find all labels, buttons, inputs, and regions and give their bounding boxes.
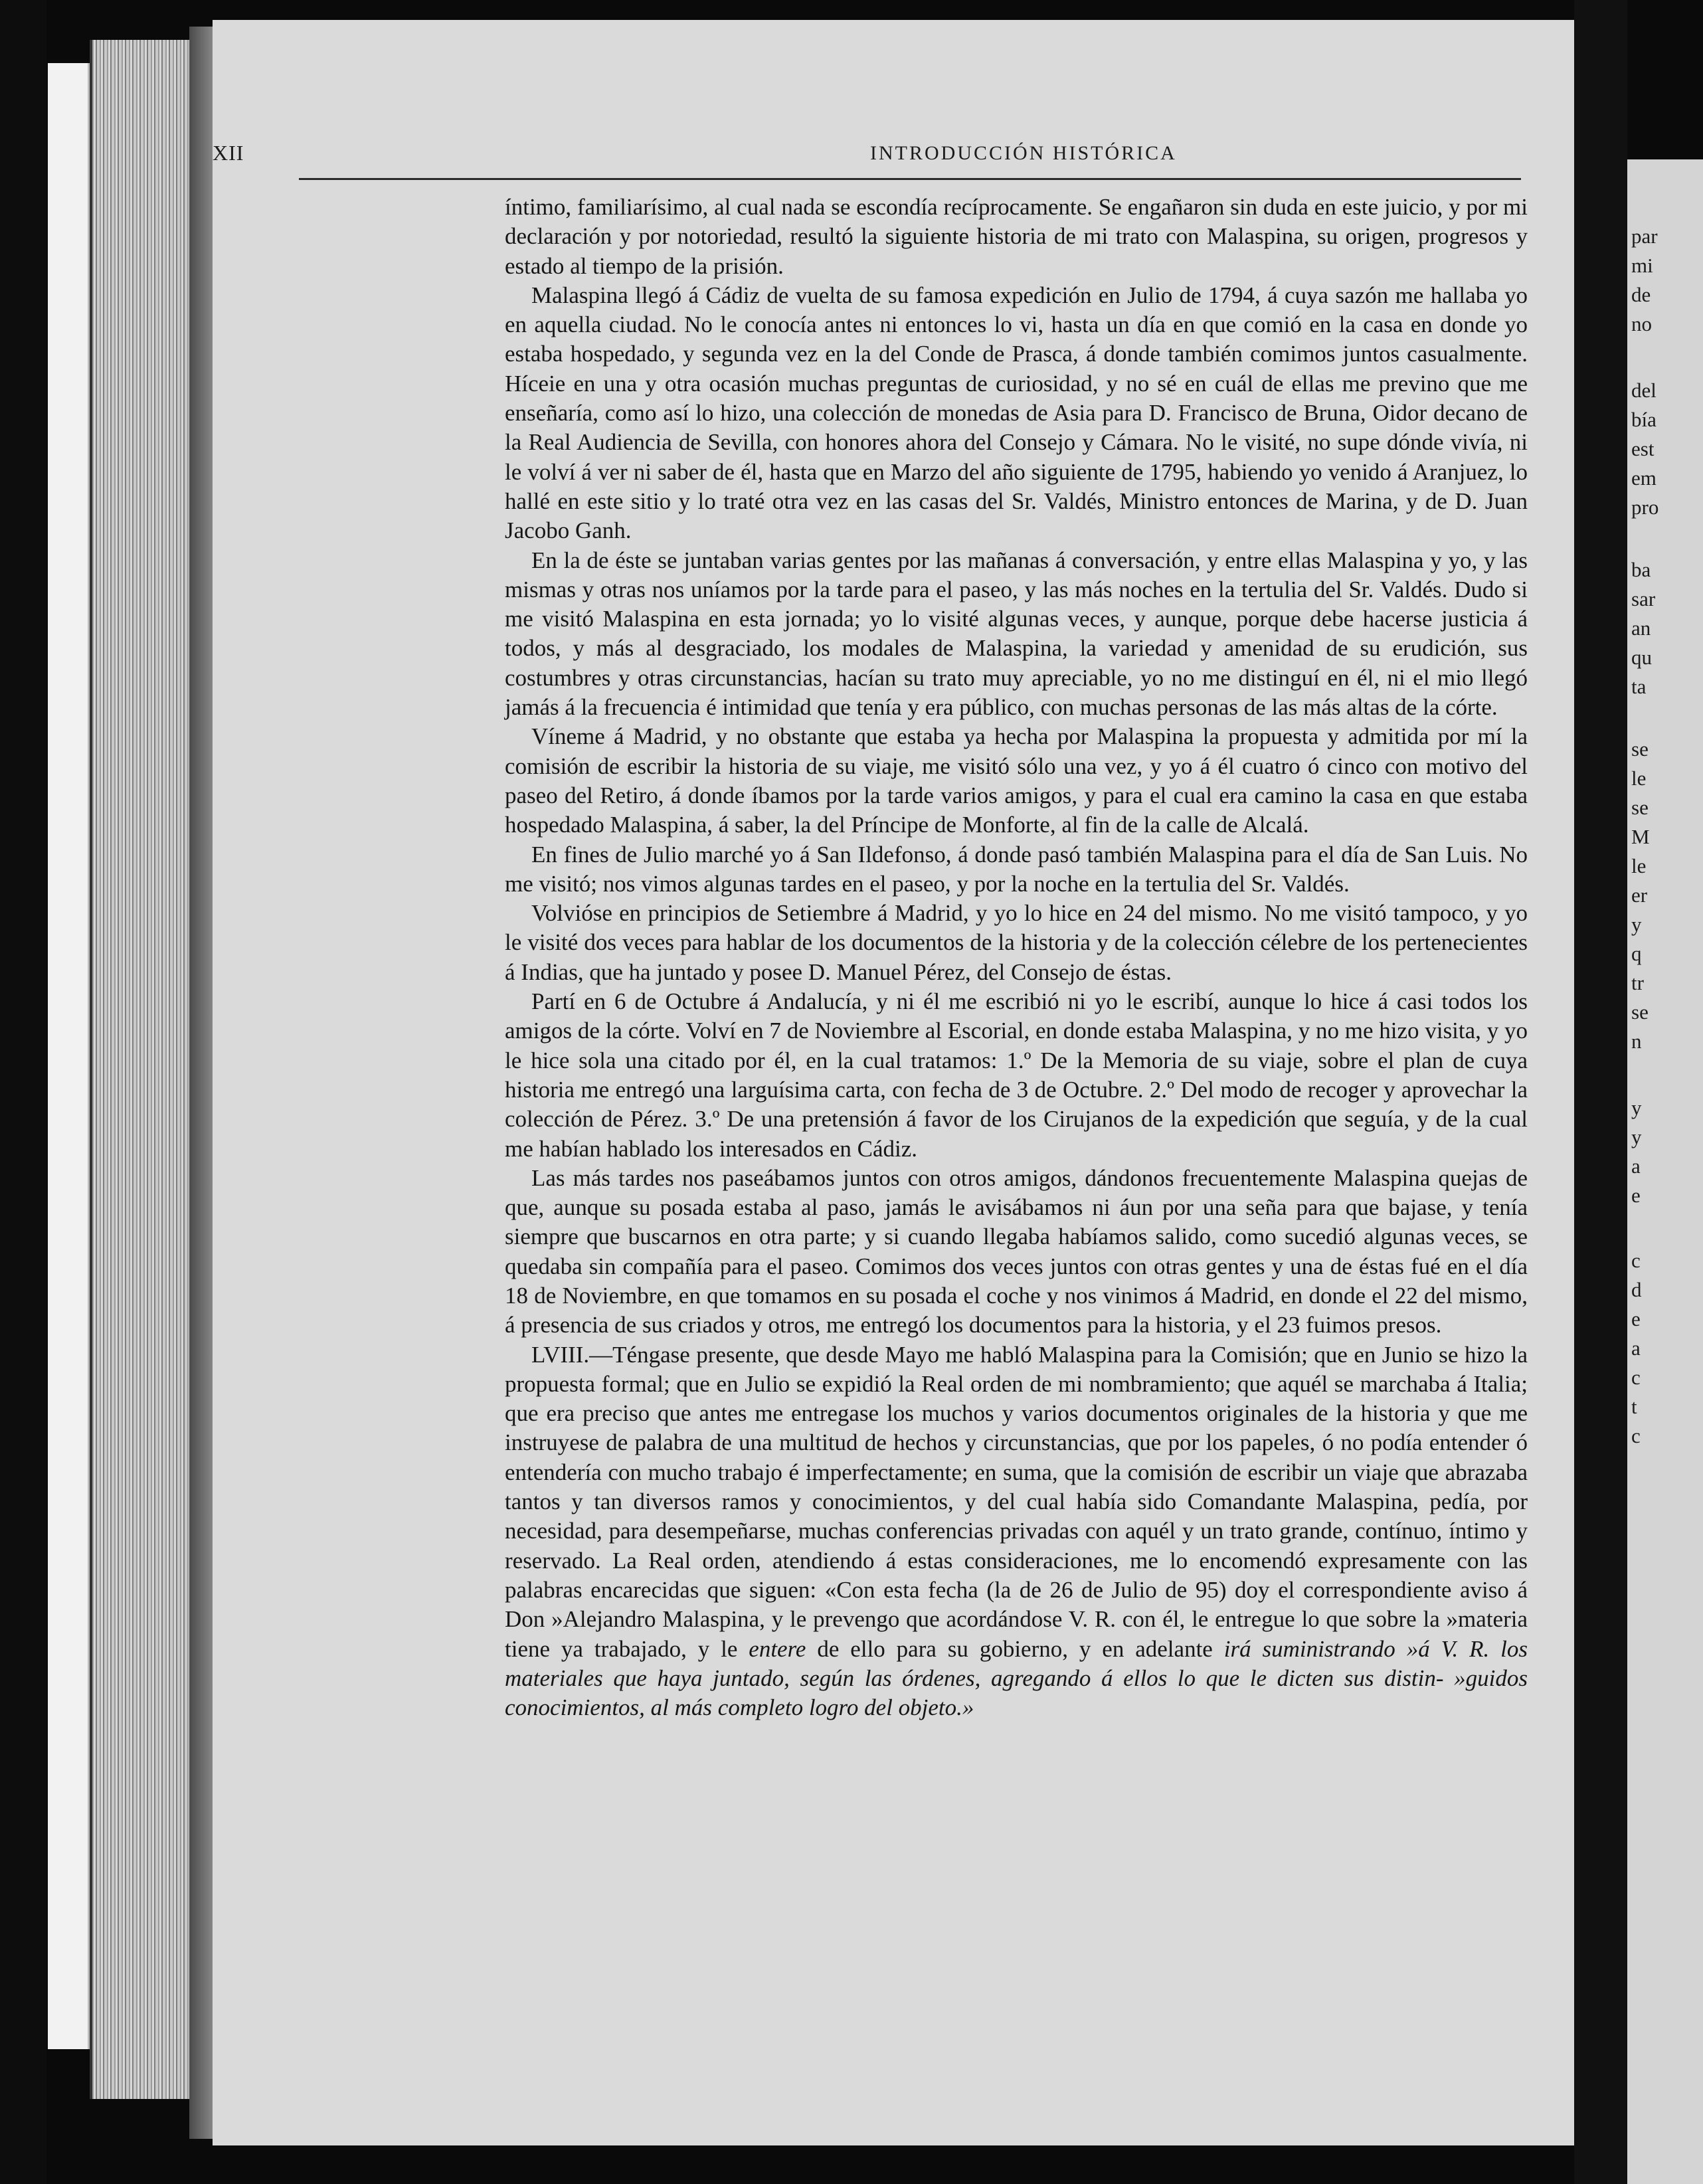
adjacent-page-fragment: d bbox=[1631, 1278, 1642, 1301]
adjacent-page-fragment: q bbox=[1631, 942, 1642, 965]
adjacent-page-fragment: e bbox=[1631, 1184, 1641, 1207]
adjacent-page-fragment: er bbox=[1631, 883, 1648, 907]
adjacent-page-fragment: no bbox=[1631, 312, 1652, 335]
adjacent-page-edge bbox=[1627, 159, 1703, 2184]
adjacent-page-fragment: y bbox=[1631, 913, 1642, 936]
paragraph-lviii bbox=[505, 1340, 1528, 1723]
adjacent-page-fragment: tr bbox=[1631, 971, 1644, 994]
adjacent-page-fragment: a bbox=[1631, 1336, 1641, 1360]
adjacent-page-fragment: t bbox=[1631, 1395, 1637, 1418]
adjacent-page-fragment: mi bbox=[1631, 254, 1653, 277]
adjacent-page-fragment: del bbox=[1631, 379, 1657, 402]
adjacent-page-fragment: e bbox=[1631, 1307, 1641, 1330]
adjacent-page-fragment: M bbox=[1631, 825, 1650, 848]
adjacent-page-fragment: est bbox=[1631, 437, 1655, 460]
adjacent-page-fragment: sar bbox=[1631, 587, 1656, 610]
running-title: INTRODUCCIÓN HISTÓRICA bbox=[870, 142, 1177, 164]
adjacent-page-fragment: qu bbox=[1631, 646, 1652, 669]
quote-roman-text: de ello para su gobierno, y en adelante bbox=[806, 1635, 1224, 1662]
adjacent-page-fragment: n bbox=[1631, 1030, 1642, 1053]
paragraph: Partí en 6 de Octubre á Andalucía, y ni él me escribió ni yo le escribí, aunque lo hice á casi todos los amigos de la córte. Volví en 7 de Noviembre al Escorial, en donde estaba Malaspina, y no me hizo visita, y yo le hice sola una citado por él, en la cual tratamos: 1.º De la Memoria de su viaje, sobre el plan de cuya historia me entregó una larguísima carta, con fecha de 3 de Octubre. 2.º Del modo de recoger y aprovechar la colección de Pérez. 3.º De una pretensión á favor de los Cirujanos de la expedición que seguía, y de la cual me habían hablado los interesados en Cádiz. bbox=[505, 988, 1528, 1162]
body-text bbox=[505, 193, 1528, 1722]
adjacent-page-fragment: ba bbox=[1631, 558, 1651, 581]
adjacent-page-fragment: de bbox=[1631, 283, 1651, 306]
paragraph: En fines de Julio marché yo á San Ildefonso, á donde pasó también Malaspina para el día de San Luis. No me visitó; nos vimos algunas tardes en el paseo, y por la noche en la tertulia del Sr. Valdés. bbox=[505, 841, 1528, 897]
adjacent-page-fragment: pro bbox=[1631, 496, 1659, 519]
adjacent-page-fragment: c bbox=[1631, 1424, 1641, 1447]
adjacent-page-fragment: em bbox=[1631, 466, 1657, 490]
paragraph: íntimo, familiarísimo, al cual nada se escondía recíprocamente. Se engañaron sin duda en este juicio, y por mi declaración y por notoriedad, resultó la siguiente historia de mi trato con Malaspina, su origen, progresos y estado al tiempo de la prisión. bbox=[505, 194, 1528, 279]
adjacent-page-fragment: se bbox=[1631, 1000, 1649, 1024]
quote-italic-word: entere bbox=[749, 1635, 806, 1662]
paragraph-lviii-text: LVIII.—Téngase presente, que desde Mayo me habló Malaspina para la Comisión; que en Junio se hizo la propuesta formal; que en Julio se expidió la Real orden de mi nombramiento; que aquél se marchaba á Italia; que era preciso que antes me entregase los muchos y varios documentos originales de la historia y que me instruyese de palabra de una multitud de hechos y circunstancias, que por los papeles, ó no podía entender ó entendería con mucho trabajo é imperfectamente; en suma, que la comisión de escribir un viaje que abrazaba tantos y tan diversos ramos y conocimientos, y del cual había sido Comandante Malaspina, pedía, por necesidad, para desempeñarse, muchas conferencias privadas con aquél y un trato grande, contínuo, íntimo y reservado. La Real orden, atendiendo á estas consideraciones, me lo encomendó expresamente con las palabras encarecidas que siguen: «Con esta fecha (la de 26 de Julio de 95) doy el correspondiente aviso á Don »Alejandro Malaspina, y le prevengo que acordándose V. R. con él, le entregue lo que sobre la »materia tiene ya trabajado, y le bbox=[505, 1341, 1528, 1662]
paragraph: Volvióse en principios de Setiembre á Madrid, y yo lo hice en 24 del mismo. No me visitó tampoco, y yo le visité dos veces para hablar de los documentos de la historia y de la colección célebre de los pertenecientes á Indias, que ha juntado y posee D. Manuel Pérez, del Consejo de éstas. bbox=[505, 900, 1528, 985]
adjacent-page-fragment: c bbox=[1631, 1366, 1641, 1389]
paper-card-strip bbox=[48, 63, 90, 2049]
page-header-rule bbox=[213, 138, 1521, 180]
adjacent-page-fragment: se bbox=[1631, 796, 1649, 819]
adjacent-page-fragment: ta bbox=[1631, 675, 1647, 698]
adjacent-page-fragment: a bbox=[1631, 1154, 1641, 1178]
folio-number: XII bbox=[213, 141, 244, 165]
paragraph: Víneme á Madrid, y no obstante que estaba ya hecha por Malaspina la propuesta y admitida por mí la comisión de escribir la historia de su viaje, me visitó sólo una vez, y yo á él cuatro ó cinco con motivo del paseo del Retiro, á donde íbamos por la tarde varios amigos, y para el cual era camino la casa en que estaba hospedado Malaspina, á saber, la del Príncipe de Monforte, al fin de la calle de Alcalá. bbox=[505, 723, 1528, 838]
adjacent-page-fragment: le bbox=[1631, 767, 1647, 790]
paragraph: Las más tardes nos paseábamos juntos con otros amigos, dándonos frecuentemente Malaspina quejas de que, aunque su posada estaba al paso, jamás le avisábamos ni áun por una seña para que bajase, y tenía siempre que buscarnos en otra parte; y si cuando llegaba habíamos salido, como sucedió algunas veces, se quedaba sin compañía para el paseo. Comimos dos veces juntos con otras gentes y una de éstas fué en el día 18 de Noviembre, en que tomamos en su posada el coche y nos vinimos á Madrid, en donde el 22 del mismo, á presencia de sus criados y otros, me entregó los documentos para la historia, y el 23 fuimos presos. bbox=[505, 1164, 1528, 1338]
adjacent-page-fragment: se bbox=[1631, 737, 1649, 761]
paragraph: En la de éste se juntaban varias gentes por las mañanas á conversación, y entre ellas Malaspina y yo, y las mismas y otras nos uníamos por la tarde para el paseo, y las más noches en la tertulia del Sr. Valdés. Dudo si me visitó Malaspina en esta jornada; yo lo visité algunas veces, y aunque, porque debe hacerse justicia á todos, y más al desgraciado, los modales de Malaspina, la variedad y amenidad de su erudición, sus costumbres y otras circunstancias, hacían su trato muy apreciable, yo no me distinguí en él, ni el mio llegó jamás á la frecuencia é intimidad que tenía y era público, con muchas personas de las más altas de la córte. bbox=[505, 547, 1528, 721]
adjacent-page-fragment: an bbox=[1631, 616, 1651, 640]
adjacent-page-fragment: c bbox=[1631, 1249, 1641, 1272]
binding-gutter bbox=[189, 27, 216, 2139]
book-page-edges bbox=[90, 40, 192, 2099]
adjacent-page-fragment: y bbox=[1631, 1125, 1642, 1148]
adjacent-page-fragment: bía bbox=[1631, 408, 1657, 431]
quote-italic-text: irá suministrando »á V. R. los materiales que haya juntado, según las órdenes, agregando á ellos lo que le dicten sus distin- »guidos conocimientos, al más completo logro del objeto.» bbox=[505, 1635, 1528, 1721]
scan-border-left bbox=[0, 0, 46, 2184]
adjacent-page-fragment: le bbox=[1631, 854, 1647, 877]
adjacent-page-fragment: y bbox=[1631, 1096, 1642, 1119]
paragraph: Malaspina llegó á Cádiz de vuelta de su famosa expedición en Julio de 1794, á cuya sazón me hallaba yo en aquella ciudad. No le conocía antes ni entonces lo vi, hasta un día en que comió en la casa en donde yo estaba hospedado, y segunda vez en la del Conde de Prasca, á donde también comimos juntos casualmente. Híceie en una y otra ocasión muchas preguntas de curiosidad, y no sé en cuál de ellas me previno que me enseñaría, como así lo hizo, una colección de monedas de Asia para D. Francisco de Bruna, Oidor decano de la Real Audiencia de Sevilla, con honores ahora del Consejo y Cámara. No le visité, no supe dónde vivía, ni le volví á ver ni saber de él, hasta que en Marzo del año siguiente de 1795, habiendo yo venido á Aranjuez, lo hallé en este sitio y lo traté otra vez en las casas del Sr. Valdés, Ministro entonces de Marina, y de D. Juan Jacobo Ganh. bbox=[505, 282, 1528, 544]
adjacent-page-fragment: par bbox=[1631, 225, 1658, 248]
scan-border-right bbox=[1574, 0, 1627, 2184]
